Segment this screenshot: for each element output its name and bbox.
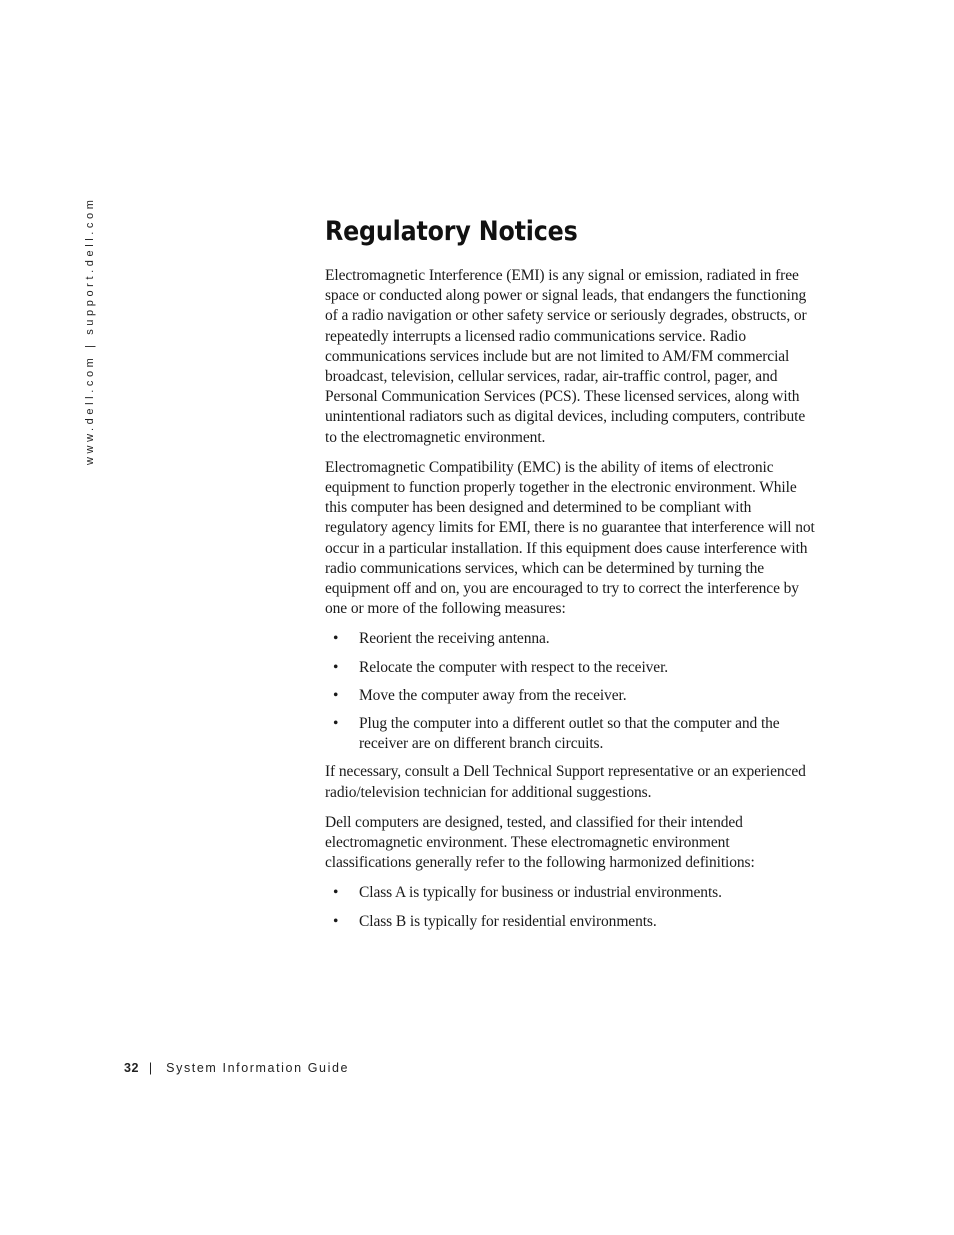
list-item-text: Reorient the receiving antenna.	[359, 630, 550, 648]
bullet-icon: •	[333, 658, 339, 676]
list-item	[325, 883, 815, 903]
list-item-text: Relocate the computer with respect to the receiver.	[359, 658, 669, 676]
measures-list	[325, 629, 815, 754]
footer-separator: |	[148, 1061, 153, 1075]
classes-list	[325, 883, 815, 931]
bullet-icon: •	[333, 686, 339, 704]
sidebar-url: www.dell.com | support.dell.com	[84, 196, 96, 465]
list-item-text: Move the computer away from the receiver.	[359, 686, 627, 704]
paragraph-emc: Electromagnetic Compatibility (EMC) is the ability of items of electronic equipment to function properly together in the electronic environment. While this computer has been designed and determined to be compliant with regulatory agency limits for EMI, there is no guarantee that interference will not occur in a particular installation. If this equipment does cause interference with radio communications services, which can be determined by turning the equipment off and on, you are encouraged to try to correct the interference by one or more of the following measures:	[325, 458, 815, 618]
bullet-icon: •	[333, 715, 339, 733]
list-item-text: Plug the computer into a different outlet so that the computer and the receiver are on different branch circuits.	[359, 715, 780, 753]
paragraph-emi: Electromagnetic Interference (EMI) is any signal or emission, radiated in free space or conducted along power or signal leads, that endangers the functioning of a radio navigation or other safety service or seriously degrades, obstructs, or repeatedly interrupts a licensed radio communications service. Radio communications services include but are not limited to AM/FM commercial broadcast, television, cellular services, radar, air-traffic control, pager, and Personal Communication Services (PCS). These licensed services, along with unintentional radiators such as digital devices, including computers, contribute to the electromagnetic environment.	[325, 267, 807, 446]
list-item	[325, 686, 815, 706]
main-content	[325, 210, 815, 940]
paragraph-consult: If necessary, consult a Dell Technical Support representative or an experienced radio/television technician for additional suggestions.	[325, 763, 806, 801]
bullet-icon: •	[333, 630, 339, 648]
paragraph-classification: Dell computers are designed, tested, and classified for their intended electromagnetic environment. These electromagnetic environment classifications generally refer to the following harmonized definitions:	[325, 813, 755, 872]
list-item	[325, 629, 815, 649]
page-title: Regulatory Notices	[325, 216, 578, 247]
list-item	[325, 912, 815, 932]
list-item	[325, 658, 815, 678]
page-number: 32	[124, 1061, 139, 1075]
bullet-icon: •	[333, 912, 339, 930]
list-item-text: Class B is typically for residential environments.	[359, 912, 657, 930]
list-item	[325, 714, 815, 754]
guide-title: System Information Guide	[166, 1061, 350, 1075]
list-item-text: Class A is typically for business or industrial environments.	[359, 884, 722, 902]
bullet-icon: •	[333, 884, 339, 902]
page-footer	[124, 1061, 349, 1075]
